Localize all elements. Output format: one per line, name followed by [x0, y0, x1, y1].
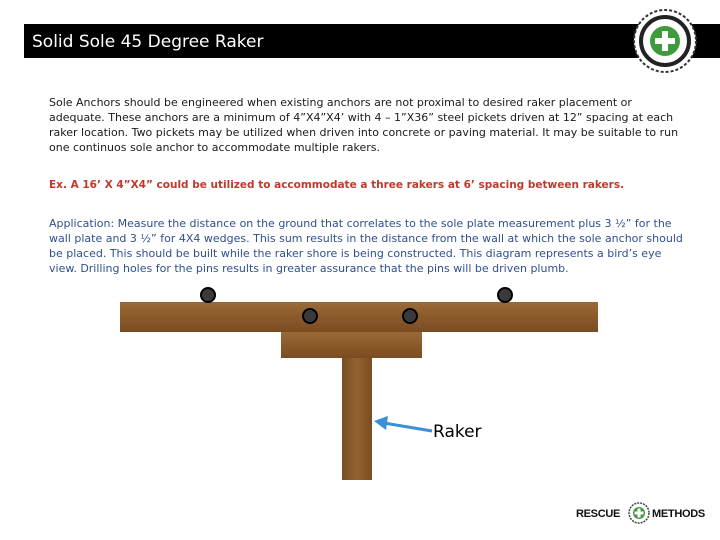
- raker-diagram: [0, 280, 720, 480]
- emblem-logo-icon: [632, 8, 698, 74]
- sole-anchor-beam: [120, 302, 598, 332]
- page-title: Solid Sole 45 Degree Raker: [32, 32, 264, 52]
- picket-4: [498, 288, 512, 302]
- raker-arrow: [384, 423, 432, 431]
- footer-logo-left-text: RESCUE: [576, 508, 621, 520]
- application-paragraph: Application: Measure the distance on the ground that correlates to the sole plate measurement plus 3 ½” for the wall plate and 3 ½” for 4X4 wedges. This sum results in the distance from the wall at which the sole anchor should be placed. This should be built while the raker shore is being constructed. This diagram represents a bird’s eye view. Drilling holes for the pins results in greater assurance that the pins will be driven plumb.: [49, 217, 683, 275]
- raker-post: [342, 356, 372, 480]
- footer-logo: [576, 502, 706, 530]
- raker-arrowhead: [374, 416, 388, 430]
- picket-1: [201, 288, 215, 302]
- sole-anchor-paragraph: Sole Anchors should be engineered when existing anchors are not proximal to desired raker placement or adequate. These anchors are a minimum of 4”X4”X4’ with 4 – 1”X36” steel pickets driven at 12” spacing at each raker location. Two pickets may be utilized when driven into concrete or paving material. It may be suitable to run one continuos sole anchor to accommodate multiple rakers.: [49, 96, 679, 154]
- sole-plate: [281, 332, 422, 358]
- example-paragraph: Ex. A 16’ X 4”X4” could be utilized to accommodate a three rakers at 6’ spacing between rakers.: [49, 179, 625, 191]
- title-bar: [24, 24, 720, 58]
- raker-label: Raker: [433, 422, 482, 442]
- footer-logo-right-text: METHODS: [652, 508, 705, 520]
- gear-cross-icon: [628, 502, 650, 524]
- picket-2: [303, 309, 317, 323]
- picket-3: [403, 309, 417, 323]
